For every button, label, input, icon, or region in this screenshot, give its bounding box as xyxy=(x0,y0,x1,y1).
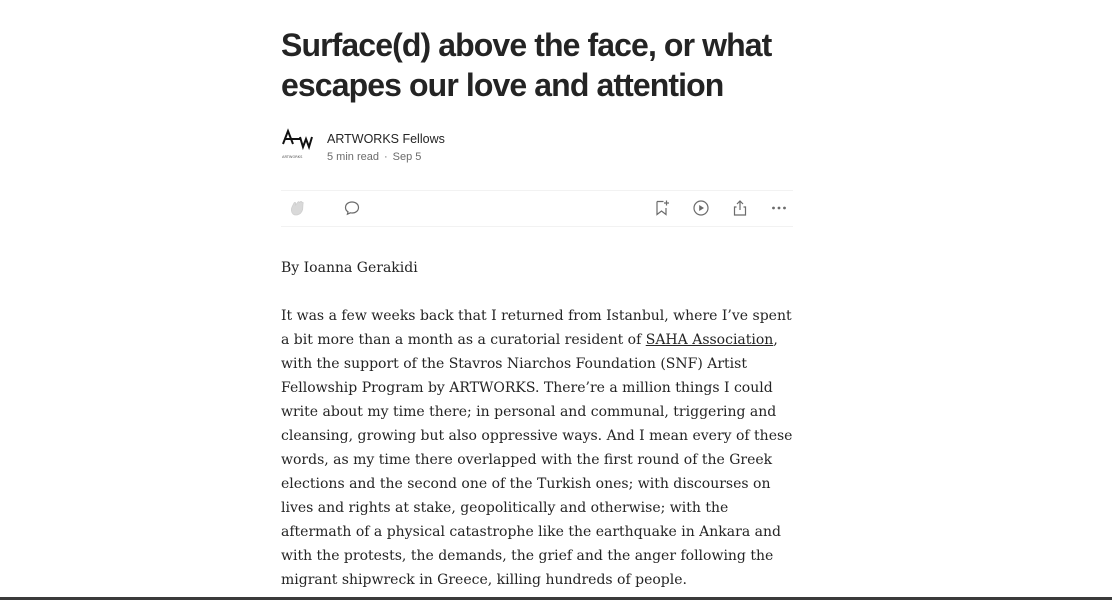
comment-icon[interactable] xyxy=(343,199,361,217)
saha-association-link[interactable]: SAHA Association xyxy=(645,332,774,348)
svg-text:ARTWORKS: ARTWORKS xyxy=(282,155,303,159)
paragraph-text-end: , with the support of the Stavros Niarchos Foundation (SNF) Artist Fellowship Program by ARTWORKS. There’re a million things I could write about my time there; in personal and communal, triggering and cleansing, growing but also oppressive ways. And I mean every of these words, as my time there overlapped with the first round of the Greek elections and the second one of the Turkish ones; with discourses on lives and rights at stake, geopolitically and otherwise; with the aftermath of a physical catastrophe like the earthquake in Ankara and with the protests, the demands, the grief and the anger following the migrant shipwreck in Greece, killing hundreds of people. xyxy=(281,332,793,588)
article-meta xyxy=(327,150,421,164)
bookmark-add-icon[interactable] xyxy=(653,199,671,217)
article-body xyxy=(281,256,793,592)
artworks-logo[interactable] xyxy=(281,128,315,162)
body-paragraph xyxy=(281,304,793,592)
meta-separator: · xyxy=(383,151,388,163)
article-action-bar xyxy=(281,190,793,227)
author-byline xyxy=(281,128,793,168)
publish-date: Sep 5 xyxy=(392,151,422,163)
paragraph-text-start: It was a few weeks back that I returned from Istanbul, where I’ve spent a bit more than a month as a curatorial resident of xyxy=(281,308,792,348)
clap-icon[interactable] xyxy=(288,199,306,217)
play-icon[interactable] xyxy=(692,199,710,217)
read-time: 5 min read xyxy=(327,151,379,163)
share-icon[interactable] xyxy=(731,199,749,217)
author-name-link[interactable]: ARTWORKS Fellows xyxy=(327,132,445,146)
author-credit: By Ioanna Gerakidi xyxy=(281,260,418,276)
article-title: Surface(d) above the face, or what escapes our love and attention xyxy=(281,27,772,103)
more-icon[interactable] xyxy=(770,199,788,217)
